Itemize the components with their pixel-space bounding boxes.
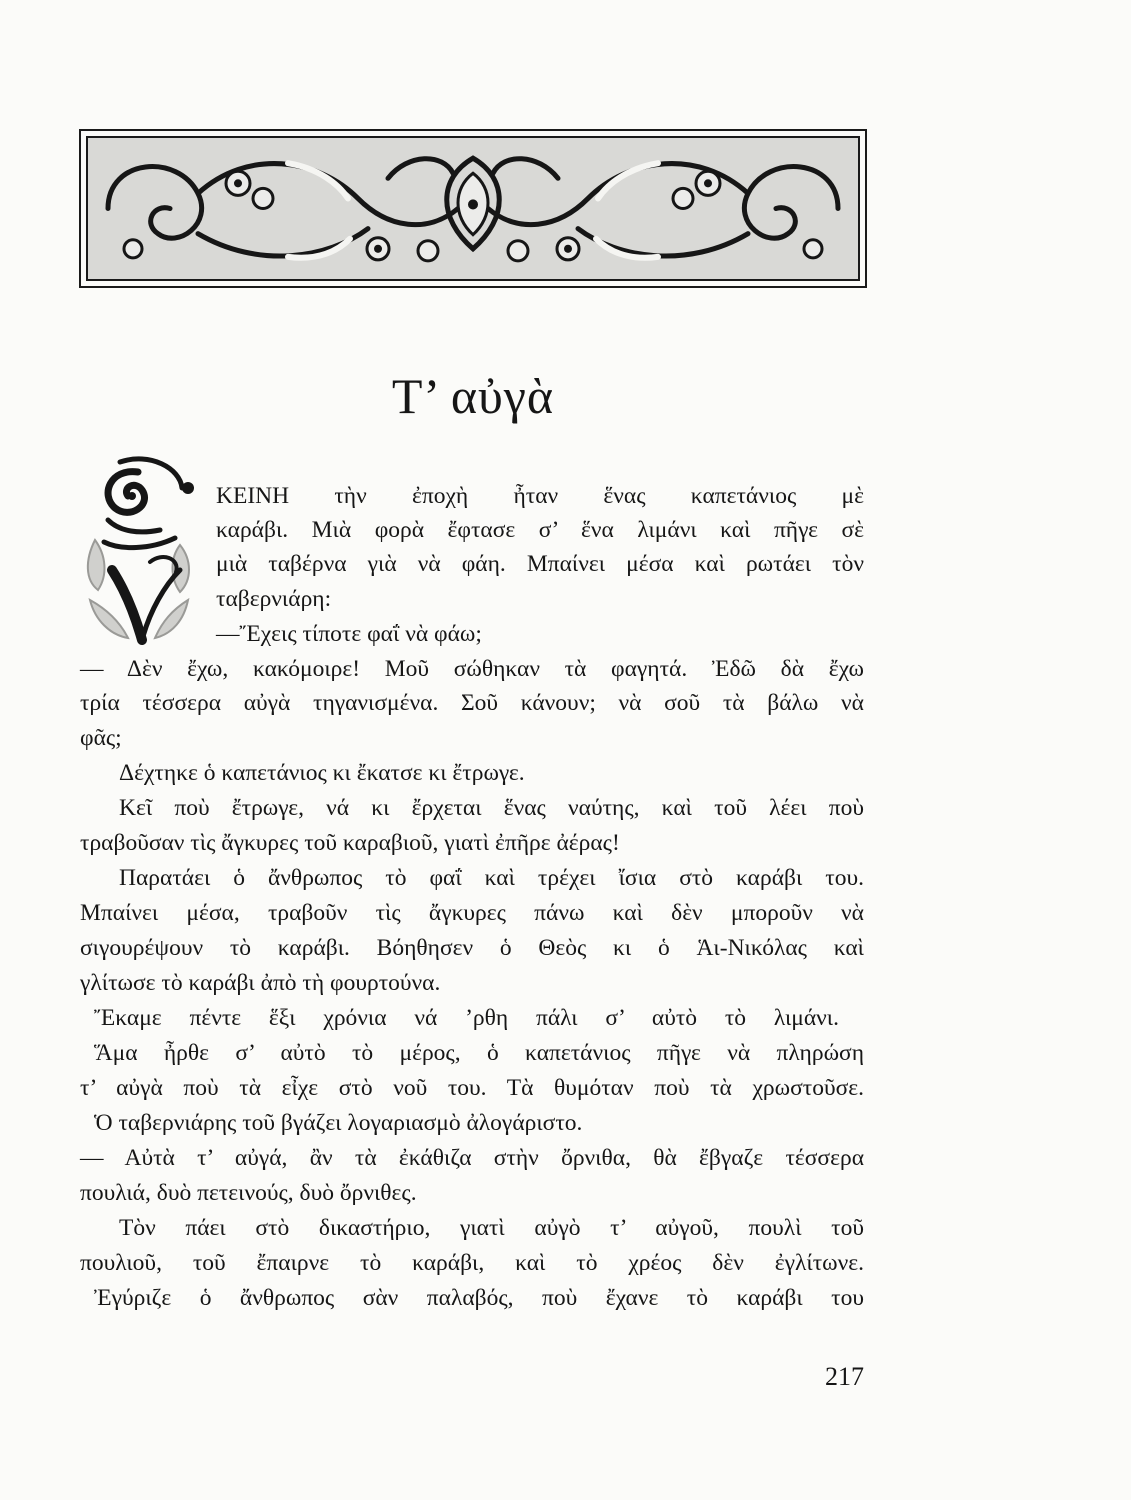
- text-line: ΚΕΙΝΗ τὴν ἐποχὴ ἦταν ἕνας καπετάνιος μὲ: [216, 483, 864, 509]
- ornamental-drop-cap: [80, 450, 198, 648]
- text-line: μιὰ ταβέρνα γιὰ νὰ φάη. Μπαίνει μέσα καὶ ρωτάει τὸν: [216, 551, 864, 577]
- text-line: Δέχτηκε ὁ καπετάνιος κι ἔκατσε κι ἔτρωγε.: [119, 760, 525, 786]
- text-line: φᾶς;: [80, 725, 122, 751]
- text-line: γλίτωσε τὸ καράβι ἀπὸ τὴ φουρτούνα.: [80, 970, 441, 996]
- page-number: 217: [825, 1362, 864, 1391]
- text-line: Παρατάει ὁ ἄνθρωπος τὸ φαΐ καὶ τρέχει ἴσια στὸ καράβι του.: [119, 865, 864, 891]
- text-line: Ἔκαμε πέντε ἕξι χρόνια νά ’ρθη πάλι σ’ αὐτὸ τὸ λιμάνι.: [94, 1005, 839, 1031]
- text-line: σιγουρέψουν τὸ καράβι. Βόηθησεν ὁ Θεὸς κι ὁ Ἁι-Νικόλας καὶ: [80, 935, 864, 961]
- text-line: — Αὐτὰ τ’ αὐγά, ἂν τὰ ἐκάθιζα στὴν ὄρνιθα, θὰ ἔβγαζε τέσσερα: [80, 1145, 864, 1171]
- text-line: καράβι. Μιὰ φορὰ ἔφτασε σ’ ἕνα λιμάνι καὶ πῆγε σὲ: [216, 517, 864, 543]
- text-line: τραβοῦσαν τὶς ἄγκυρες τοῦ καραβιοῦ, γιατὶ ἐπῆρε ἀέρας!: [80, 830, 620, 856]
- text-line: τρία τέσσερα αὐγὰ τηγανισμένα. Σοῦ κάνουν; νὰ σοῦ τὰ βάλω νὰ: [80, 690, 864, 716]
- text-line: Τὸν πάει στὸ δικαστήριο, γιατὶ αὐγὸ τ’ αὐγοῦ, πουλὶ τοῦ: [119, 1215, 864, 1241]
- text-line: Ἅμα ἦρθε σ’ αὐτὸ τὸ μέρος, ὁ καπετάνιος πῆγε νὰ πληρώση: [94, 1040, 864, 1066]
- floral-scroll-ornament: [88, 138, 858, 279]
- text-line: Ἐγύριζε ὁ ἄνθρωπος σὰν παλαβός, ποὺ ἔχανε τὸ καράβι του: [94, 1285, 864, 1311]
- story-title: Τ’ αὐγὰ: [391, 368, 555, 424]
- drop-cap-letter-e: [80, 450, 198, 648]
- text-line: Μπαίνει μέσα, τραβοῦν τὶς ἄγκυρες πάνω καὶ δὲν μποροῦν νὰ: [80, 900, 864, 926]
- text-line: τ’ αὐγὰ ποὺ τὰ εἶχε στὸ νοῦ του. Τὰ θυμόταν ποὺ τὰ χρωστοῦσε.: [80, 1075, 864, 1101]
- text-line: —Ἔχεις τίποτε φαΐ νὰ φάω;: [216, 621, 482, 647]
- text-line: Ὁ ταβερνιάρης τοῦ βγάζει λογαριασμὸ ἀλογάριστο.: [94, 1110, 583, 1136]
- text-line: πουλιοῦ, τοῦ ἔπαιρνε τὸ καράβι, καὶ τὸ χρέος δὲν ἐγλίτωνε.: [80, 1250, 864, 1276]
- text-line: — Δὲν ἔχω, κακόμοιρε! Μοῦ σώθηκαν τὰ φαγητά. Ἐδῶ δὰ ἔχω: [80, 656, 864, 682]
- text-line: ταβερνιάρη:: [216, 586, 332, 612]
- text-line: πουλιά, δυὸ πετεινούς, δυὸ ὄρνιθες.: [80, 1180, 417, 1206]
- ornamental-headpiece: [79, 129, 867, 288]
- text-line: Κεῖ ποὺ ἔτρωγε, νά κι ἔρχεται ἕνας ναύτης, καὶ τοῦ λέει ποὺ: [119, 795, 864, 821]
